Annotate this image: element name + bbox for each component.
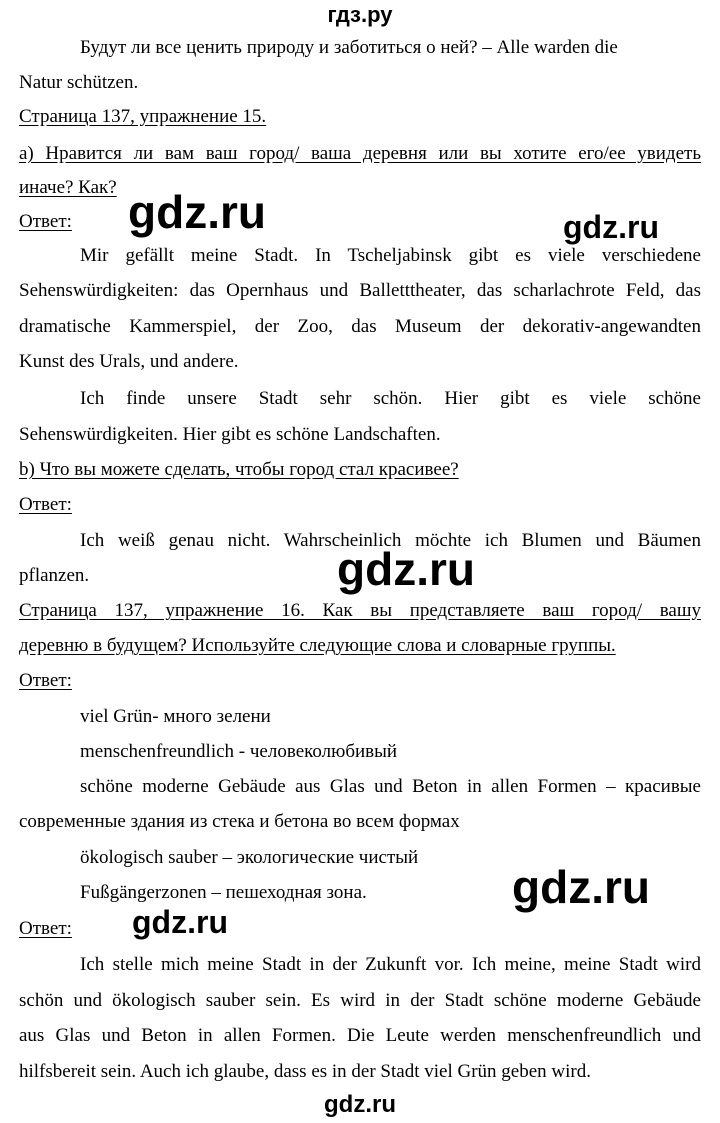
essay-line: aus Glas und Beton in allen Formen. Die Leute werden menschenfreundlich und (19, 1025, 701, 1046)
essay-line: schön und ökologisch sauber sein. Es wird in der Stadt schöne moderne Gebäude (19, 990, 701, 1011)
question-a: иначе? Как? (19, 177, 117, 198)
essay-line: hilfsbereit sein. Auch ich glaube, dass es in der Stadt viel Grün geben wird. (19, 1061, 591, 1082)
answer-label: Ответ: (19, 494, 72, 515)
vocab-item: современные здания из стека и бетона во всем формах (19, 811, 460, 832)
answer-line: Kunst des Urals, und andere. (19, 351, 239, 372)
watermark: gdz.ru (337, 543, 475, 595)
watermark: gdz.ru (512, 861, 650, 913)
answer-line: Ich weiß genau nicht. Wahrscheinlich möchte ich Blumen und Bäumen (80, 530, 701, 551)
answer-line: Ich finde unsere Stadt sehr schön. Hier gibt es viele schöne (80, 388, 701, 409)
watermark: gdz.ru (563, 209, 659, 245)
vocab-item: ökologisch sauber – экологические чистый (80, 847, 419, 868)
intro-line: Natur schützen. (19, 72, 139, 93)
vocab-item: menschenfreundlich - человеколюбивый (80, 741, 398, 762)
answer-line: dramatische Kammerspiel, der Zoo, das Museum der dekorativ-angewandten (19, 316, 701, 337)
vocab-item: viel Grün- много зелени (80, 706, 271, 727)
question-b: b) Что вы можете сделать, чтобы город стал красивее? (19, 459, 459, 480)
watermark: gdz.ru (128, 186, 266, 238)
site-header: гдз.ру (327, 2, 393, 27)
answer-line: Sehenswürdigkeiten: das Opernhaus und Balletttheater, das scharlachrote Feld, das (19, 280, 701, 301)
watermark: gdz.ru (324, 1091, 396, 1118)
exercise-heading: деревню в будущем? Используйте следующие слова и словарные группы. (19, 635, 616, 656)
intro-line: Будут ли все ценить природу и заботиться о ней? – Alle warden die (80, 37, 618, 58)
exercise-heading: Страница 137, упражнение 15. (19, 106, 267, 127)
watermark: gdz.ru (132, 904, 228, 940)
answer-line: Sehenswürdigkeiten. Hier gibt es schöne Landschaften. (19, 424, 441, 445)
answer-label: Ответ: (19, 918, 72, 939)
answer-label: Ответ: (19, 211, 72, 232)
essay-line: Ich stelle mich meine Stadt in der Zukunft vor. Ich meine, meine Stadt wird (80, 954, 701, 975)
answer-label: Ответ: (19, 670, 72, 691)
answer-line: Mir gefällt meine Stadt. In Tscheljabinsk gibt es viele verschiedene (80, 245, 701, 266)
vocab-item: schöne moderne Gebäude aus Glas und Beton in allen Formen – красивые (80, 776, 701, 797)
vocab-item: Fußgängerzonen – пешеходная зона. (80, 882, 367, 903)
question-a: a) Нравится ли вам ваш город/ ваша деревня или вы хотите его/ее увидеть (19, 143, 701, 164)
answer-line: pflanzen. (19, 565, 90, 586)
exercise-heading: Страница 137, упражнение 16. Как вы представляете ваш город/ вашу (19, 600, 701, 621)
